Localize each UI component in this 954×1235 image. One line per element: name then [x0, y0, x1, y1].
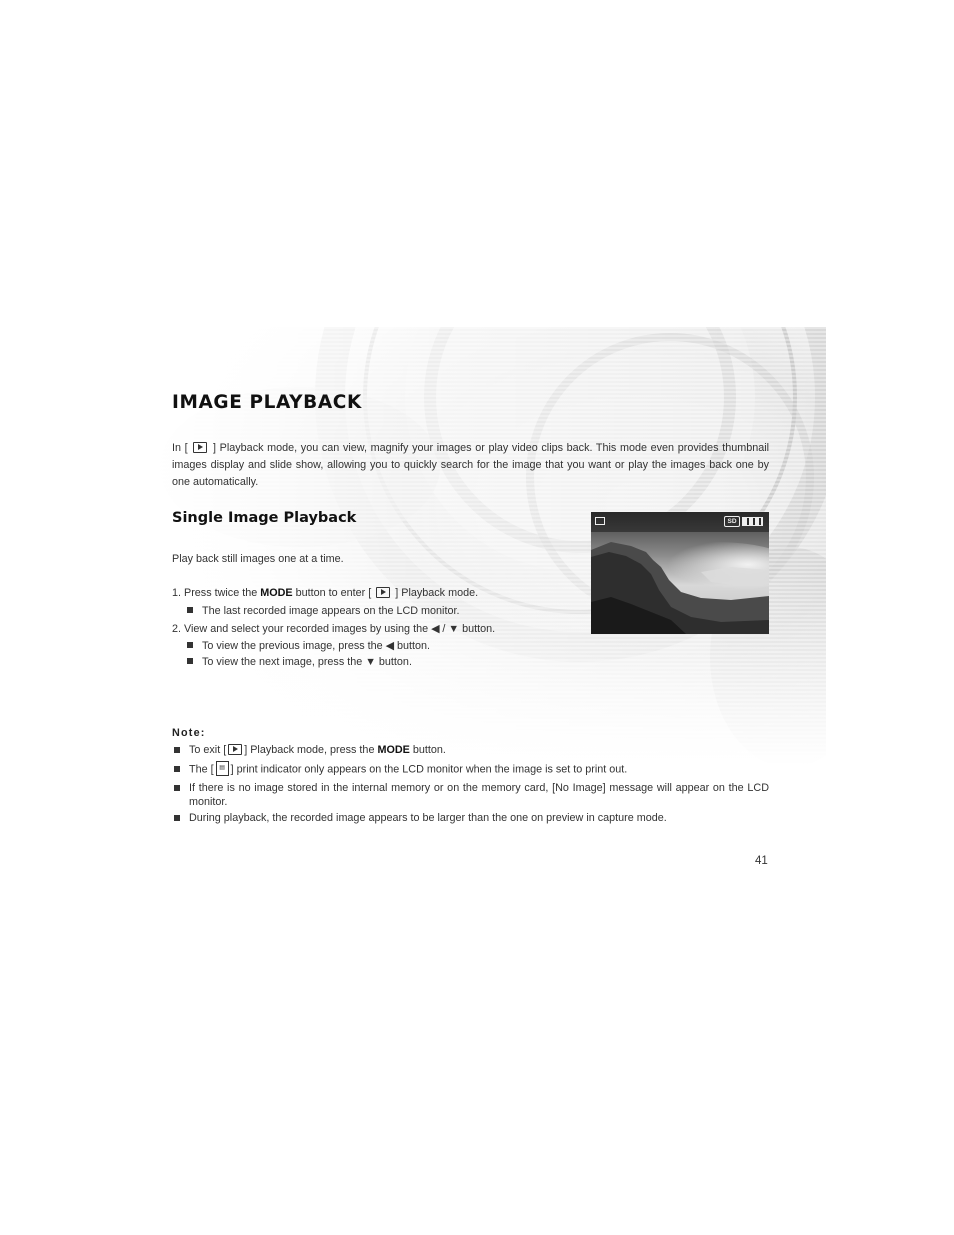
- page-title: IMAGE PLAYBACK: [172, 392, 362, 413]
- step-1-bullet: [187, 605, 459, 617]
- step-1-suffix: ] Playback mode.: [395, 587, 479, 599]
- down-arrow-icon: ▼: [365, 656, 376, 668]
- step-2-bullet-1-prefix: To view the previous image, press the: [202, 640, 386, 652]
- note-item-2-prefix: The [: [189, 763, 214, 776]
- note-item-1-prefix: To exit [: [189, 744, 227, 756]
- playback-mode-icon: [595, 517, 605, 525]
- bullet-icon: [174, 815, 180, 821]
- landscape-photo: [591, 512, 769, 634]
- step-2-bullet-2-suffix: button.: [375, 656, 412, 668]
- lcd-monitor-preview: [591, 512, 769, 634]
- play-icon: [376, 587, 390, 598]
- step-2-bullet-1: [187, 639, 430, 652]
- step-2-prefix: 2. View and select your recorded images by using the: [172, 623, 432, 635]
- note-item-4-text: During playback, the recorded image appears to be larger than the one on preview in capture mode.: [189, 812, 667, 824]
- left-arrow-icon: ◀: [385, 640, 394, 652]
- section-description: Play back still images one at a time.: [172, 553, 344, 565]
- section-heading: Single Image Playback: [172, 510, 357, 526]
- bullet-icon: [174, 785, 180, 791]
- print-icon: ▤: [216, 761, 229, 776]
- step-2-bullet-2: [187, 656, 412, 668]
- intro-paragraph: [172, 440, 769, 491]
- bullet-icon: [187, 607, 193, 613]
- note-item-2-suffix: ] print indicator only appears on the LCD monitor when the image is set to print out.: [230, 763, 628, 776]
- note-item-1-suffix: button.: [409, 744, 446, 756]
- note-item-1-text: [189, 743, 769, 757]
- step-1-middle: button to enter [: [292, 587, 372, 599]
- mode-button-label: MODE: [377, 744, 410, 756]
- step-2-bullet-1-suffix: button.: [393, 640, 430, 652]
- play-icon: [193, 442, 207, 453]
- step-1-bullet-text: The last recorded image appears on the LCD monitor.: [202, 605, 460, 617]
- step-2-bullet-2-prefix: To view the next image, press the: [202, 656, 366, 668]
- step-2-separator: /: [439, 623, 449, 635]
- bullet-icon: [174, 747, 180, 753]
- note-item-3-text: If there is no image stored in the internal memory or on the memory card, [No Image] message will appear on the LCD monitor.: [189, 782, 769, 808]
- note-title: Note:: [172, 727, 206, 739]
- page-number: 41: [755, 855, 768, 867]
- battery-icon: [742, 517, 763, 526]
- step-1-prefix: 1. Press twice the: [172, 587, 261, 599]
- down-arrow-icon: ▼: [448, 623, 460, 635]
- step-1: [172, 587, 478, 599]
- play-icon: [228, 744, 242, 755]
- mode-button-label: MODE: [260, 587, 293, 599]
- sd-card-icon: SD: [724, 516, 740, 527]
- bullet-icon: [187, 642, 193, 648]
- note-item-2-text: [189, 762, 769, 777]
- note-item-1-middle: ] Playback mode, press the: [244, 744, 378, 756]
- left-arrow-icon: ◀: [431, 623, 440, 635]
- bullet-icon: [174, 766, 180, 772]
- step-2-suffix: button.: [459, 623, 496, 635]
- intro-part1: In [: [172, 442, 188, 454]
- bullet-icon: [187, 658, 193, 664]
- step-2: [172, 622, 495, 635]
- intro-part2: ] Playback mode, you can view, magnify your images or play video clips back. This mode even provides thumbnail images display and slide show, allowing you to quickly search for the image that you want or play the images back one by one automatically.: [172, 442, 770, 488]
